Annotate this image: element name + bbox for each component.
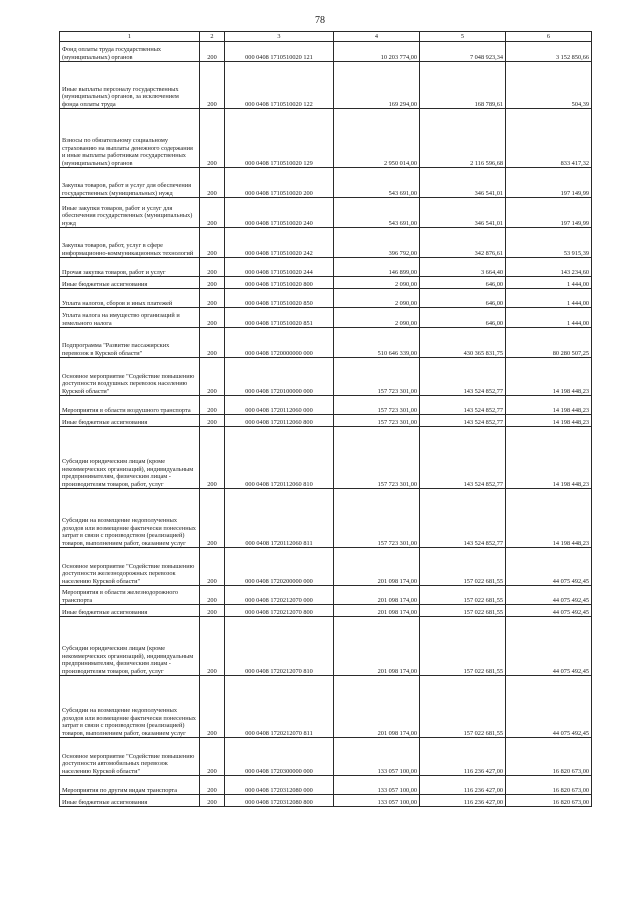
row-approved-amount: 169 294,00 xyxy=(334,62,420,109)
row-admin-code: 200 xyxy=(200,415,225,427)
row-classification-code: 000 0408 1720300000 000 xyxy=(225,738,334,776)
row-executed-amount: 157 022 681,55 xyxy=(420,617,506,676)
row-executed-amount: 3 664,40 xyxy=(420,258,506,277)
row-classification-code: 000 0408 1720100000 000 xyxy=(225,358,334,396)
budget-execution-table xyxy=(59,31,592,807)
row-name: Подпрограмма "Развитие пассажирских перевозок в Курской области" xyxy=(60,328,200,358)
table-row xyxy=(60,308,592,328)
row-admin-code: 200 xyxy=(200,396,225,415)
row-classification-code: 000 0408 1720312080 000 xyxy=(225,776,334,795)
row-classification-code: 000 0408 1710510020 122 xyxy=(225,62,334,109)
row-classification-code: 000 0408 1720000000 000 xyxy=(225,328,334,358)
row-name: Субсидии юридическим лицам (кроме некоммерческих организаций), индивидуальным предпринимателям, физическим лицам - производителям товаров, работ, услуг xyxy=(60,427,200,489)
row-admin-code: 200 xyxy=(200,62,225,109)
table-row xyxy=(60,109,592,168)
row-admin-code: 200 xyxy=(200,776,225,795)
row-unexecuted-amount: 14 198 448,23 xyxy=(506,489,592,548)
row-unexecuted-amount: 44 075 492,45 xyxy=(506,586,592,605)
row-name: Иные бюджетные ассигнования xyxy=(60,605,200,617)
row-unexecuted-amount: 1 444,00 xyxy=(506,308,592,328)
row-unexecuted-amount: 16 820 673,00 xyxy=(506,795,592,807)
column-header-5: 5 xyxy=(420,32,506,42)
row-unexecuted-amount: 197 149,99 xyxy=(506,198,592,228)
row-classification-code: 000 0408 1710510020 244 xyxy=(225,258,334,277)
row-approved-amount: 2 950 014,00 xyxy=(334,109,420,168)
row-classification-code: 000 0408 1720212070 811 xyxy=(225,676,334,738)
row-unexecuted-amount: 14 198 448,23 xyxy=(506,415,592,427)
row-executed-amount: 2 116 596,68 xyxy=(420,109,506,168)
row-admin-code: 200 xyxy=(200,277,225,289)
row-executed-amount: 157 022 681,55 xyxy=(420,605,506,617)
row-admin-code: 200 xyxy=(200,427,225,489)
row-approved-amount: 201 098 174,00 xyxy=(334,617,420,676)
row-executed-amount: 157 022 681,55 xyxy=(420,586,506,605)
row-name: Основное мероприятие "Содействие повышению доступности воздушных перевозок населению Курской области" xyxy=(60,358,200,396)
row-classification-code: 000 0408 1710510020 121 xyxy=(225,42,334,62)
row-classification-code: 000 0408 1720212070 000 xyxy=(225,586,334,605)
row-executed-amount: 143 524 852,77 xyxy=(420,489,506,548)
row-approved-amount: 543 691,00 xyxy=(334,198,420,228)
row-approved-amount: 133 057 100,00 xyxy=(334,795,420,807)
row-executed-amount: 143 524 852,77 xyxy=(420,358,506,396)
table-row xyxy=(60,289,592,308)
table-row xyxy=(60,415,592,427)
row-name: Прочая закупка товаров, работ и услуг xyxy=(60,258,200,277)
row-admin-code: 200 xyxy=(200,228,225,258)
table-row xyxy=(60,617,592,676)
table-row xyxy=(60,586,592,605)
table-row xyxy=(60,676,592,738)
row-executed-amount: 430 365 831,75 xyxy=(420,328,506,358)
row-admin-code: 200 xyxy=(200,308,225,328)
row-admin-code: 200 xyxy=(200,489,225,548)
row-approved-amount: 2 090,00 xyxy=(334,277,420,289)
table-row xyxy=(60,258,592,277)
row-name: Закупка товаров, работ и услуг для обеспечения государственных (муниципальных) нужд xyxy=(60,168,200,198)
row-name: Иные бюджетные ассигнования xyxy=(60,277,200,289)
row-unexecuted-amount: 53 915,39 xyxy=(506,228,592,258)
row-name: Закупка товаров, работ, услуг в сфере информационно-коммуникационных технологий xyxy=(60,228,200,258)
row-executed-amount: 143 524 852,77 xyxy=(420,427,506,489)
row-admin-code: 200 xyxy=(200,617,225,676)
row-unexecuted-amount: 3 152 850,66 xyxy=(506,42,592,62)
row-name: Уплата налогов, сборов и иных платежей xyxy=(60,289,200,308)
row-classification-code: 000 0408 1710510020 200 xyxy=(225,168,334,198)
row-unexecuted-amount: 197 149,99 xyxy=(506,168,592,198)
row-unexecuted-amount: 80 280 507,25 xyxy=(506,328,592,358)
table-row xyxy=(60,358,592,396)
row-executed-amount: 646,00 xyxy=(420,277,506,289)
row-classification-code: 000 0408 1710510020 129 xyxy=(225,109,334,168)
table-row xyxy=(60,42,592,62)
row-unexecuted-amount: 1 444,00 xyxy=(506,277,592,289)
column-header-3: 3 xyxy=(225,32,334,42)
table-row xyxy=(60,396,592,415)
row-admin-code: 200 xyxy=(200,168,225,198)
row-classification-code: 000 0408 1720200000 000 xyxy=(225,548,334,586)
row-approved-amount: 201 098 174,00 xyxy=(334,605,420,617)
row-admin-code: 200 xyxy=(200,358,225,396)
row-name: Основное мероприятие "Содействие повышению доступности железнодорожных перевозок населению Курской области" xyxy=(60,548,200,586)
row-executed-amount: 342 876,61 xyxy=(420,228,506,258)
row-unexecuted-amount: 44 075 492,45 xyxy=(506,605,592,617)
row-unexecuted-amount: 143 234,60 xyxy=(506,258,592,277)
row-admin-code: 200 xyxy=(200,548,225,586)
row-classification-code: 000 0408 1720112060 811 xyxy=(225,489,334,548)
column-header-6: 6 xyxy=(506,32,592,42)
row-name: Мероприятия в области воздушного транспорта xyxy=(60,396,200,415)
row-approved-amount: 201 098 174,00 xyxy=(334,548,420,586)
row-approved-amount: 157 723 301,00 xyxy=(334,358,420,396)
row-unexecuted-amount: 44 075 492,45 xyxy=(506,617,592,676)
row-classification-code: 000 0408 1710510020 850 xyxy=(225,289,334,308)
row-name: Мероприятия по другим видам транспорта xyxy=(60,776,200,795)
row-name: Основное мероприятие "Содействие повышению доступности автомобильных перевозок населению Курской области" xyxy=(60,738,200,776)
row-executed-amount: 143 524 852,77 xyxy=(420,396,506,415)
table-row xyxy=(60,168,592,198)
table-row xyxy=(60,277,592,289)
row-classification-code: 000 0408 1710510020 240 xyxy=(225,198,334,228)
row-approved-amount: 133 057 100,00 xyxy=(334,738,420,776)
row-approved-amount: 543 691,00 xyxy=(334,168,420,198)
row-approved-amount: 396 792,00 xyxy=(334,228,420,258)
row-unexecuted-amount: 14 198 448,23 xyxy=(506,358,592,396)
table-row xyxy=(60,605,592,617)
row-classification-code: 000 0408 1720112060 800 xyxy=(225,415,334,427)
row-admin-code: 200 xyxy=(200,738,225,776)
row-name: Иные закупки товаров, работ и услуг для обеспечения государственных (муниципальных) нужд xyxy=(60,198,200,228)
row-approved-amount: 157 723 301,00 xyxy=(334,427,420,489)
row-unexecuted-amount: 14 198 448,23 xyxy=(506,427,592,489)
table-row xyxy=(60,795,592,807)
row-name: Иные бюджетные ассигнования xyxy=(60,415,200,427)
row-approved-amount: 201 098 174,00 xyxy=(334,676,420,738)
row-executed-amount: 157 022 681,55 xyxy=(420,676,506,738)
row-classification-code: 000 0408 1720112060 000 xyxy=(225,396,334,415)
row-unexecuted-amount: 833 417,32 xyxy=(506,109,592,168)
row-classification-code: 000 0408 1720112060 810 xyxy=(225,427,334,489)
row-admin-code: 200 xyxy=(200,676,225,738)
row-name: Иные выплаты персоналу государственных (муниципальных) органов, за исключением фонда оплаты труда xyxy=(60,62,200,109)
row-executed-amount: 346 541,01 xyxy=(420,198,506,228)
column-header-2: 2 xyxy=(200,32,225,42)
row-approved-amount: 201 098 174,00 xyxy=(334,586,420,605)
row-approved-amount: 2 090,00 xyxy=(334,289,420,308)
row-executed-amount: 7 048 923,34 xyxy=(420,42,506,62)
row-unexecuted-amount: 504,39 xyxy=(506,62,592,109)
row-executed-amount: 116 236 427,00 xyxy=(420,776,506,795)
row-name: Иные бюджетные ассигнования xyxy=(60,795,200,807)
row-approved-amount: 157 723 301,00 xyxy=(334,489,420,548)
row-approved-amount: 510 646 339,00 xyxy=(334,328,420,358)
row-name: Субсидии на возмещение недополученных доходов или возмещение фактически понесенных затрат в связи с производством (реализацией) товаров, выполнением работ, оказанием услуг xyxy=(60,676,200,738)
row-classification-code: 000 0408 1720312080 800 xyxy=(225,795,334,807)
table-row xyxy=(60,62,592,109)
row-classification-code: 000 0408 1720212070 810 xyxy=(225,617,334,676)
row-executed-amount: 143 524 852,77 xyxy=(420,415,506,427)
row-executed-amount: 168 789,61 xyxy=(420,62,506,109)
row-admin-code: 200 xyxy=(200,42,225,62)
table-body xyxy=(60,32,592,807)
row-approved-amount: 133 057 100,00 xyxy=(334,776,420,795)
row-unexecuted-amount: 1 444,00 xyxy=(506,289,592,308)
row-unexecuted-amount: 44 075 492,45 xyxy=(506,548,592,586)
row-classification-code: 000 0408 1710510020 800 xyxy=(225,277,334,289)
row-admin-code: 200 xyxy=(200,605,225,617)
row-classification-code: 000 0408 1710510020 851 xyxy=(225,308,334,328)
column-header-4: 4 xyxy=(334,32,420,42)
row-executed-amount: 346 541,01 xyxy=(420,168,506,198)
row-approved-amount: 10 203 774,00 xyxy=(334,42,420,62)
table-header-row xyxy=(60,32,592,42)
row-executed-amount: 646,00 xyxy=(420,308,506,328)
table-row xyxy=(60,228,592,258)
row-name: Взносы по обязательному социальному страхованию на выплаты денежного содержания и иные выплаты работникам государственных (муниципальных) органов xyxy=(60,109,200,168)
table-row xyxy=(60,776,592,795)
table-row xyxy=(60,427,592,489)
row-approved-amount: 2 090,00 xyxy=(334,308,420,328)
row-name: Мероприятия в области железнодорожного транспорта xyxy=(60,586,200,605)
row-unexecuted-amount: 16 820 673,00 xyxy=(506,776,592,795)
column-header-1: 1 xyxy=(60,32,200,42)
row-admin-code: 200 xyxy=(200,328,225,358)
row-admin-code: 200 xyxy=(200,109,225,168)
row-admin-code: 200 xyxy=(200,795,225,807)
row-unexecuted-amount: 44 075 492,45 xyxy=(506,676,592,738)
row-admin-code: 200 xyxy=(200,198,225,228)
row-admin-code: 200 xyxy=(200,289,225,308)
row-name: Субсидии на возмещение недополученных доходов или возмещение фактически понесенных затрат в связи с производством (реализацией) товаров, выполнением работ, оказанием услуг xyxy=(60,489,200,548)
row-name: Фонд оплаты труда государственных (муниципальных) органов xyxy=(60,42,200,62)
row-approved-amount: 157 723 301,00 xyxy=(334,415,420,427)
row-unexecuted-amount: 16 820 673,00 xyxy=(506,738,592,776)
table-row xyxy=(60,328,592,358)
table-row xyxy=(60,548,592,586)
table-row xyxy=(60,198,592,228)
row-executed-amount: 646,00 xyxy=(420,289,506,308)
row-classification-code: 000 0408 1720212070 800 xyxy=(225,605,334,617)
row-executed-amount: 116 236 427,00 xyxy=(420,795,506,807)
row-admin-code: 200 xyxy=(200,258,225,277)
table-row xyxy=(60,489,592,548)
table-row xyxy=(60,738,592,776)
row-name: Уплата налога на имущество организаций и земельного налога xyxy=(60,308,200,328)
row-admin-code: 200 xyxy=(200,586,225,605)
row-approved-amount: 146 899,00 xyxy=(334,258,420,277)
row-executed-amount: 116 236 427,00 xyxy=(420,738,506,776)
row-approved-amount: 157 723 301,00 xyxy=(334,396,420,415)
row-name: Субсидии юридическим лицам (кроме некоммерческих организаций), индивидуальным предпринимателям, физическим лицам - производителям товаров, работ, услуг xyxy=(60,617,200,676)
row-executed-amount: 157 022 681,55 xyxy=(420,548,506,586)
row-classification-code: 000 0408 1710510020 242 xyxy=(225,228,334,258)
page-number: 78 xyxy=(315,15,325,26)
row-unexecuted-amount: 14 198 448,23 xyxy=(506,396,592,415)
